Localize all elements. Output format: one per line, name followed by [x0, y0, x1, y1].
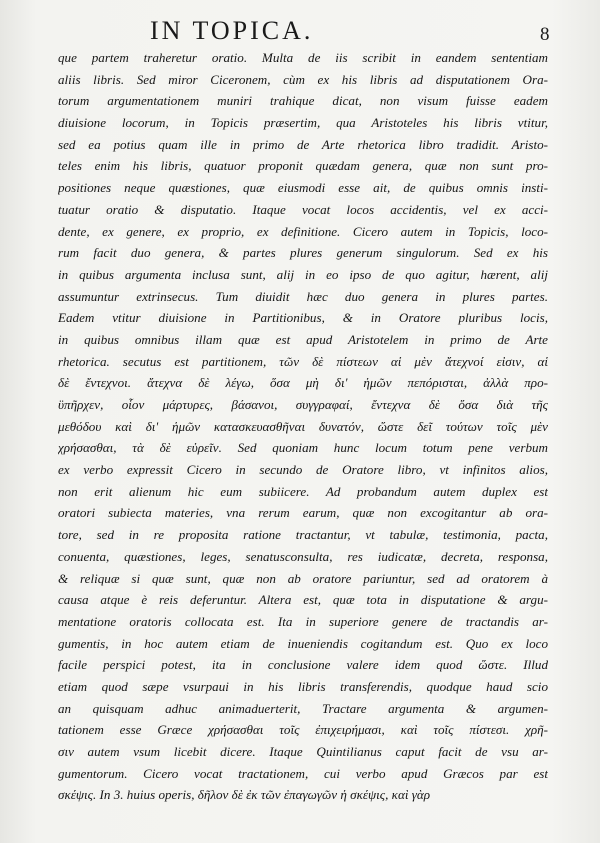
text-line: teles enim his libris, quatuor proponit quædam genera, quæ non sunt pro- — [58, 158, 548, 174]
text-line: non erit alienum hic eum subiicere. Ad probandum autem duplex est — [58, 483, 548, 499]
text-line: dente, ex genere, ex proprio, ex definitione. Cicero autem in Topicis, loco- — [58, 223, 548, 239]
text-line: tationem esse Græce χρήσασθαι τοῖς ἐπιχειρήμασι, καὶ τοῖς πίστεσι. χρῆ- — [58, 722, 548, 738]
text-line: rum facit duo genera, & partes plures generum singulorum. Sed ex his — [58, 245, 548, 261]
text-line: σκέψις. In 3. huius operis, δῆλον δὲ ἐκ τῶν ἐπαγωγῶν ἡ σκέψις, καὶ γὰρ — [58, 787, 431, 803]
text-line: in quibus omnibus illam quæ est apud Aristotelem in primo de Arte — [58, 331, 548, 347]
text-line: μεθόδου καὶ δι' ἡμῶν κατασκευασθῆναι δυνατόν, ὥστε δεῖ τούτων τοῖς μὲν — [58, 418, 548, 434]
text-line: tore, sed in re proposita ratione tractantur, vt tabulæ, testimonia, pacta, — [58, 527, 548, 543]
text-line: que partem traheretur oratio. Multa de iis scribit in eandem sententiam — [58, 50, 548, 65]
text-line: χρήσασθαι, τὰ δὲ εὑρεῖν. Sed quoniam hunc locum totum pene verbum — [58, 440, 548, 456]
text-line: tuatur oratio & disputatio. Itaque vocat locos accidentis, vel ex acci- — [58, 201, 548, 217]
text-line: torum argumentationem muniri trahique dicat, non visum fuisse eadem — [58, 93, 548, 109]
text-line: diuisione locorum, in Topicis præsertim, qua Aristoteles his libris vtitur, — [58, 115, 548, 131]
text-line: rhetorica. secutus est partitionem, τῶν δὲ πίστεων αἱ μὲν ἄτεχνοί εἰσιν, αἱ — [58, 353, 548, 369]
text-line: ϋπῆρχεν, οἷον μάρτυρες, βάσανοι, συγγραφαί, ἔντεχνα δὲ ὅσα διὰ τῆς — [58, 397, 548, 412]
running-head: IN TOPICA. — [150, 16, 314, 45]
page-header — [0, 14, 600, 46]
text-line: δὲ ἔντεχνοι. ἄτεχνα δὲ λέγω, ὅσα μὴ δι' ἡμῶν πεπόρισται, ἀλλὰ προ- — [58, 375, 548, 391]
text-line: ex verbo expressit Cicero in secundo de Oratore libro, vt infinitos alios, — [58, 462, 548, 478]
body-text — [58, 47, 548, 806]
text-line: assumuntur extrinsecus. Tum diuidit hæc duo genera in plures partes. — [58, 288, 548, 304]
text-line: facile perspici potest, ita in conclusione valere idem quod ὥστε. Illud — [58, 657, 548, 673]
page-number: 8 — [540, 24, 550, 45]
text-line: in quibus argumenta inclusa sunt, alij in eo ipso de quo agitur, hærent, alij — [58, 266, 548, 282]
text-line: conuenta, quæstiones, leges, senatusconsulta, res iudicatæ, decreta, responsa, — [58, 548, 548, 564]
text-line: & reliquæ si quæ sunt, quæ non ab oratore pariuntur, sed ad oratorem à — [58, 570, 548, 586]
text-line: etiam quod sæpe vsurpaui in his libris transferendis, quodque haud scio — [58, 678, 548, 694]
text-line: Eadem vtitur diuisione in Partitionibus, & in Oratore pluribus locis, — [58, 310, 548, 326]
text-line: aliis libris. Sed miror Ciceronem, cùm ex his libris ad disputationem Ora- — [58, 71, 548, 87]
text-line: σιν autem vsum licebit dicere. Itaque Quintilianus caput facit de vsu ar- — [58, 744, 548, 759]
text-line: an quisquam adhuc animaduerterit, Tractare argumenta & argumen- — [58, 700, 548, 716]
text-line: gumentorum. Cicero vocat tractationem, cui verbo apud Græcos par est — [58, 765, 548, 781]
text-line: sed ea potius quam ille in primo de Arte rhetorica libro tradidit. Aristo- — [58, 136, 548, 152]
text-line: causa atque è reis deferuntur. Altera est, quæ tota in disputatione & argu- — [58, 592, 548, 608]
text-line: mentatione oratoris collocata est. Ita in superiore genere de tractandis ar- — [58, 613, 548, 629]
text-line: gumentis, in hoc autem etiam de inueniendis cogitandum est. Quo ex loco — [58, 635, 548, 651]
text-line: positiones neque quæstiones, quæ eiusmodi esse ait, de quibus omnis insti- — [58, 180, 548, 196]
text-line: oratori subiecta materies, vna rerum earum, quæ non excogitantur ab ora- — [58, 505, 548, 521]
